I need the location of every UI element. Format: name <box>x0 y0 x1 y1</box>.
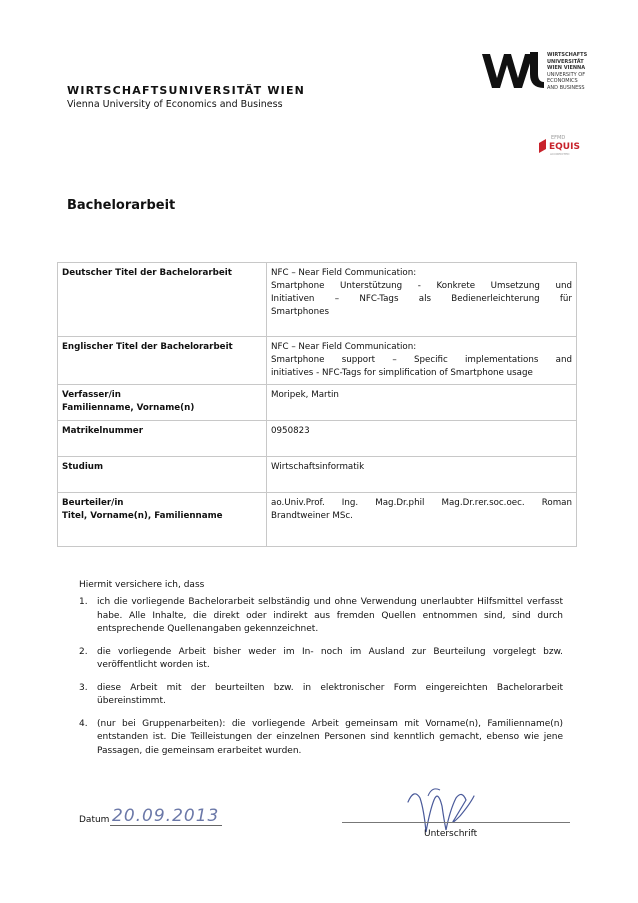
declaration-list <box>79 596 563 767</box>
row-value: Moripek, Martin <box>267 385 577 421</box>
row-value: Wirtschaftsinformatik <box>267 457 577 493</box>
table-row <box>58 385 577 421</box>
thesis-info-table <box>57 262 577 547</box>
table-row <box>58 421 577 457</box>
row-label: Beurteiler/in Titel, Vorname(n), Familienname <box>58 493 267 547</box>
list-item: 4. (nur bei Gruppenarbeiten): die vorliegende Arbeit gemeinsam mit Vorname(n), Familienname(n) entstanden ist. Die Teilleistungen der einzelnen Personen sind kenntlich gemacht, ebenso wie jene Passagen, die gemeinsam erarbeitet wurden. <box>79 718 563 756</box>
date-line <box>110 825 222 826</box>
list-item: 2. die vorliegende Arbeit bisher weder im In- noch im Ausland zur Beurteilung vorgelegt bzw. veröffentlicht worden ist. <box>79 646 563 670</box>
university-subtitle: Vienna University of Economics and Business <box>67 99 283 110</box>
row-value: ao.Univ.Prof. Ing. Mag.Dr.phil Mag.Dr.rer.soc.oec. Roman Brandtweiner MSc. <box>267 493 577 547</box>
row-value: 0950823 <box>267 421 577 457</box>
row-label: Englischer Titel der Bachelorarbeit <box>58 337 267 385</box>
table-row <box>58 263 577 337</box>
row-value: NFC – Near Field Communication: Smartphone support – Specific implementations and initiatives - NFC-Tags for simplification of Smartphone usage <box>267 337 577 385</box>
row-label: Studium <box>58 457 267 493</box>
list-item: 1. ich die vorliegende Bachelorarbeit selbständig und ohne Verwendung unerlaubter Hilfsmittel verfasst habe. Alle Inhalte, die direkt oder indirekt aus fremden Quellen entnommen sind, sind durch entsprechende Quellenangaben gekennzeichnet. <box>79 597 563 634</box>
row-label: Matrikelnummer <box>58 421 267 457</box>
document-title: Bachelorarbeit <box>67 198 176 213</box>
wu-logo-text: WIRTSCHAFTS UNIVERSITÄT WIEN VIENNA UNIVERSITY OF ECONOMICS AND BUSINESS <box>547 52 588 91</box>
accreditation-top-text: EFMD <box>551 135 566 141</box>
table-row <box>58 457 577 493</box>
equis-accreditation-logo <box>537 133 597 161</box>
accreditation-main-text: EQUIS <box>549 142 580 152</box>
accreditation-bottom-text: ACCREDITED <box>550 152 570 156</box>
university-name: WIRTSCHAFTSUNIVERSITÄT WIEN <box>67 84 306 97</box>
date-label: Datum <box>79 815 110 825</box>
row-label: Deutscher Titel der Bachelorarbeit <box>58 263 267 337</box>
row-value: NFC – Near Field Communication: Smartphone Unterstützung - Konkrete Umsetzung und Initiativen – NFC-Tags als Bedienerleichterung für Smartphones <box>267 263 577 337</box>
list-item: 3. diese Arbeit mit der beurteilten bzw. in elektronischer Form eingereichten Bachelorarbeit übereinstimmt. <box>79 682 563 706</box>
signature-line <box>342 822 570 823</box>
row-label: Verfasser/in Familienname, Vorname(n) <box>58 385 267 421</box>
signature-label: Unterschrift <box>424 829 478 839</box>
handwritten-date: 20.09.2013 <box>112 806 220 826</box>
table-row <box>58 493 577 547</box>
declaration-intro: Hiermit versichere ich, dass <box>79 580 205 590</box>
table-row <box>58 337 577 385</box>
